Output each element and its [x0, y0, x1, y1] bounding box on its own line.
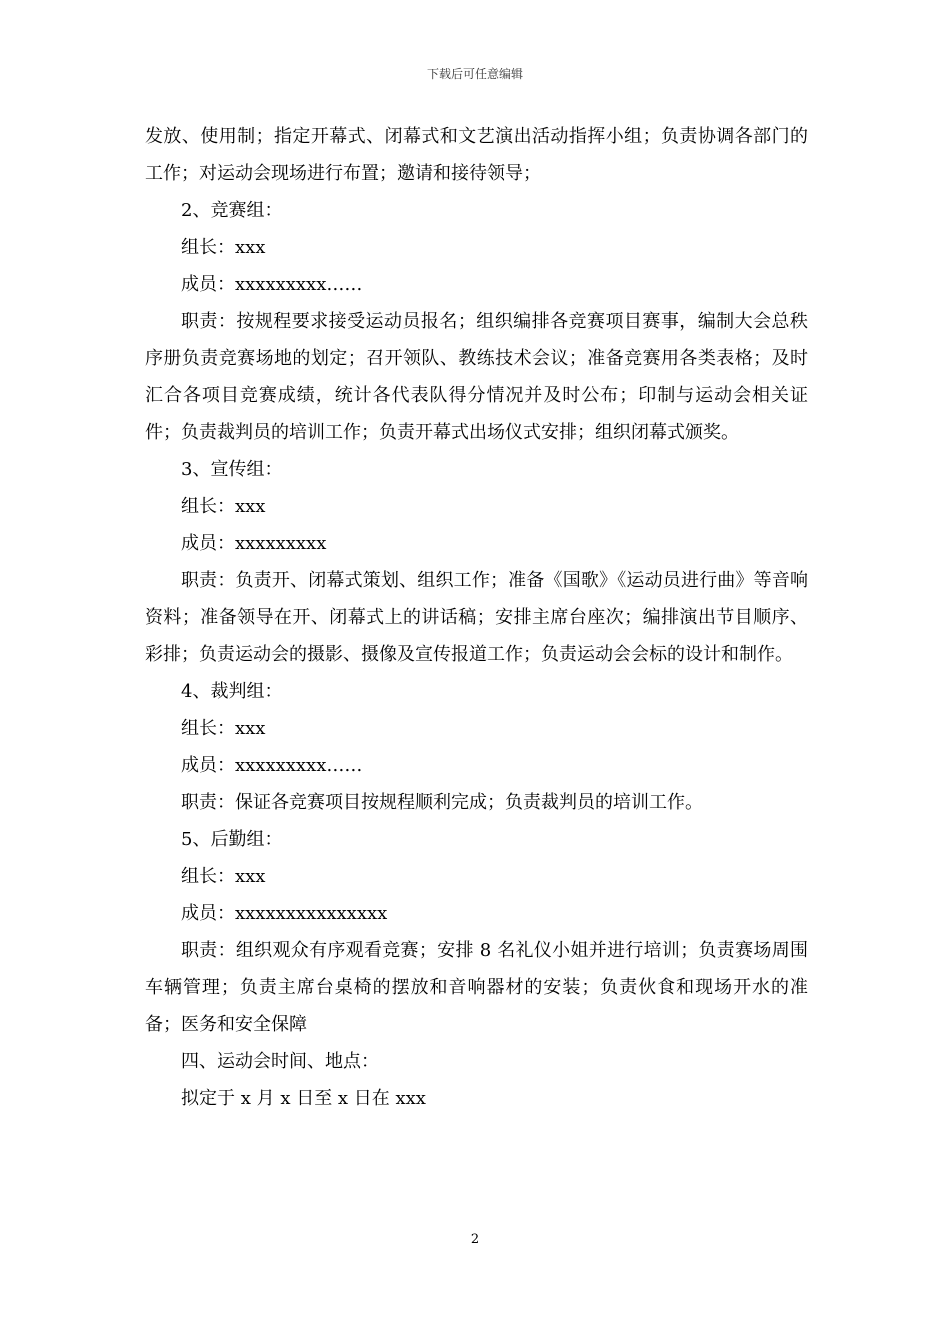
paragraph: 成员：xxxxxxxxxxxxxxx	[181, 903, 388, 924]
paragraph: 4、裁判组：	[181, 681, 283, 702]
paragraph: 组长：xxx	[181, 718, 266, 739]
paragraph: 发放、使用制；指定开幕式、闭幕式和文艺演出活动指挥小组；负责协调各部门的工作；对运动会现场进行布置；邀请和接待领导；	[145, 126, 808, 184]
paragraph: 职责：组织观众有序观看竞赛；安排 8 名礼仪小姐并进行培训；负责赛场周围车辆管理；负责主席台桌椅的摆放和音响器材的安装；负责伙食和现场开水的准备；医务和安全保障	[145, 940, 808, 1035]
paragraph: 组长：xxx	[181, 237, 266, 258]
paragraph: 职责：负责开、闭幕式策划、组织工作；准备《国歌》《运动员进行曲》等音响资料；准备领导在开、闭幕式上的讲话稿；安排主席台座次；编排演出节目顺序、彩排；负责运动会的摄影、摄像及宣传报道工作；负责运动会会标的设计和制作。	[145, 570, 808, 665]
page-number: 2	[470, 1232, 480, 1247]
paragraph: 职责：按规程要求接受运动员报名；组织编排各竞赛项目赛事，编制大会总秩序册负责竞赛场地的划定；召开领队、教练技术会议；准备竞赛用各类表格；及时汇合各项目竞赛成绩，统计各代表队得分情况并及时公布；印制与运动会相关证件；负责裁判员的培训工作；负责开幕式出场仪式安排；组织闭幕式颁奖。	[145, 311, 808, 443]
paragraph: 四、运动会时间、地点：	[181, 1051, 379, 1072]
paragraph: 5、后勤组：	[181, 829, 283, 850]
paragraph: 组长：xxx	[181, 496, 266, 517]
document-body	[145, 118, 808, 1117]
paragraph: 2、竞赛组：	[181, 200, 283, 221]
paragraph: 组长：xxx	[181, 866, 266, 887]
paragraph: 成员：xxxxxxxxx	[181, 533, 327, 554]
paragraph: 职责：保证各竞赛项目按规程顺利完成；负责裁判员的培训工作。	[181, 792, 703, 813]
paragraph: 成员：xxxxxxxxx……	[181, 755, 363, 776]
page-header: 下载后可任意编辑	[426, 67, 523, 81]
paragraph: 成员：xxxxxxxxx……	[181, 274, 363, 295]
paragraph: 3、宣传组：	[181, 459, 283, 480]
paragraph: 拟定于 x 月 x 日至 x 日在 xxx	[181, 1088, 426, 1109]
